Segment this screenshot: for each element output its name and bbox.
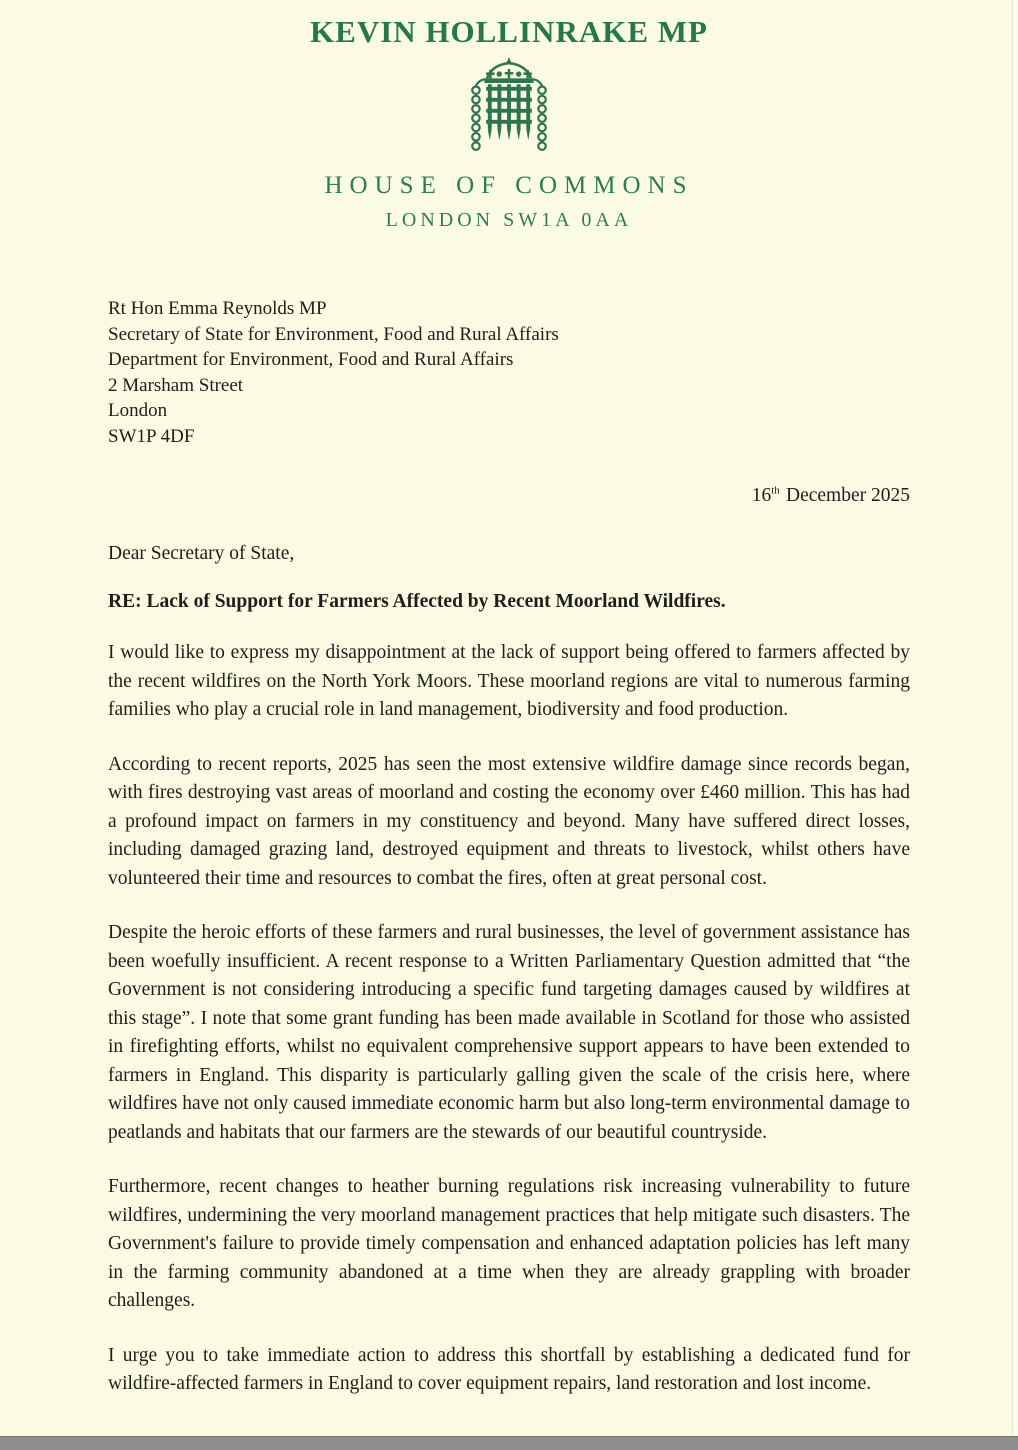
date-month-year: December 2025 <box>786 485 910 506</box>
date-ordinal: th <box>771 484 780 497</box>
recipient-line: Secretary of State for Environment, Food and Rural Affairs <box>108 323 559 345</box>
paragraph: Despite the heroic efforts of these farmers and rural businesses, the level of government assistance has been woefully insufficient. A recent response to a Written Parliamentary Question admitted that “the Government is not considering introducing a specific fund targeting damages caused by wildfires at this stage”. I note that some grant funding has been made available in Scotland for those who assisted in firefighting efforts, whilst no equivalent comprehensive support appears to have been extended to farmers in England. This disparity is particularly galling given the scale of the crisis here, where wildfires have not only caused immediate economic harm but also long-term environmental damage to peatlands and habitats that our farmers are the stewards of our beautiful countryside. <box>108 922 910 1143</box>
recipient-line: SW1P 4DF <box>108 425 195 447</box>
letterhead <box>0 0 1018 232</box>
recipient-line: Rt Hon Emma Reynolds MP <box>108 298 327 319</box>
paragraph: According to recent reports, 2025 has seen the most extensive wildfire damage since records began, with fires destroying vast areas of moorland and costing the economy over £460 million. This has had a profound impact on farmers in my constituency and beyond. Many have suffered direct losses, including damaged grazing land, destroyed equipment and threats to livestock, whilst others have volunteered their time and resources to combat the fires, often at great personal cost. <box>108 753 910 889</box>
portcullis-emblem-icon <box>0 58 1018 158</box>
institution-line: HOUSE OF COMMONS <box>324 172 694 199</box>
recipient-line: Department for Environment, Food and Rural Affairs <box>108 349 514 370</box>
mp-name-title: KEVIN HOLLINRAKE MP <box>310 14 708 49</box>
subject-line: RE: Lack of Support for Farmers Affected by Recent Moorland Wildfires. <box>108 591 726 612</box>
recipient-line: London <box>108 400 168 421</box>
recipient-address-block <box>108 296 910 449</box>
date-day: 16 <box>751 485 772 506</box>
paragraph: I urge you to take immediate action to address this shortfall by establishing a dedicated fund for wildfire-affected farmers in England to cover equipment repairs, land restoration and lost income. <box>108 1344 910 1394</box>
scan-right-edge <box>1012 0 1018 1437</box>
letter-date <box>108 485 910 507</box>
salutation: Dear Secretary of State, <box>108 543 295 564</box>
scan-bottom-bar <box>0 1436 1018 1450</box>
letter-body <box>108 296 910 1399</box>
recipient-line: 2 Marsham Street <box>108 374 244 396</box>
institution-address: LONDON SW1A 0AA <box>385 209 633 231</box>
paragraph: I would like to express my disappointment at the lack of support being offered to farmers affected by the recent wildfires on the North York Moors. These moorland regions are vital to numerous farming families who play a crucial role in land management, biodiversity and food production. <box>108 642 910 720</box>
paragraph: Furthermore, recent changes to heather burning regulations risk increasing vulnerability to future wildfires, undermining the very moorland management practices that help mitigate such disasters. The Government's failure to provide timely compensation and enhanced adaptation policies has left many in the farming community abandoned at a time when they are already grappling with broader challenges. <box>108 1176 910 1311</box>
